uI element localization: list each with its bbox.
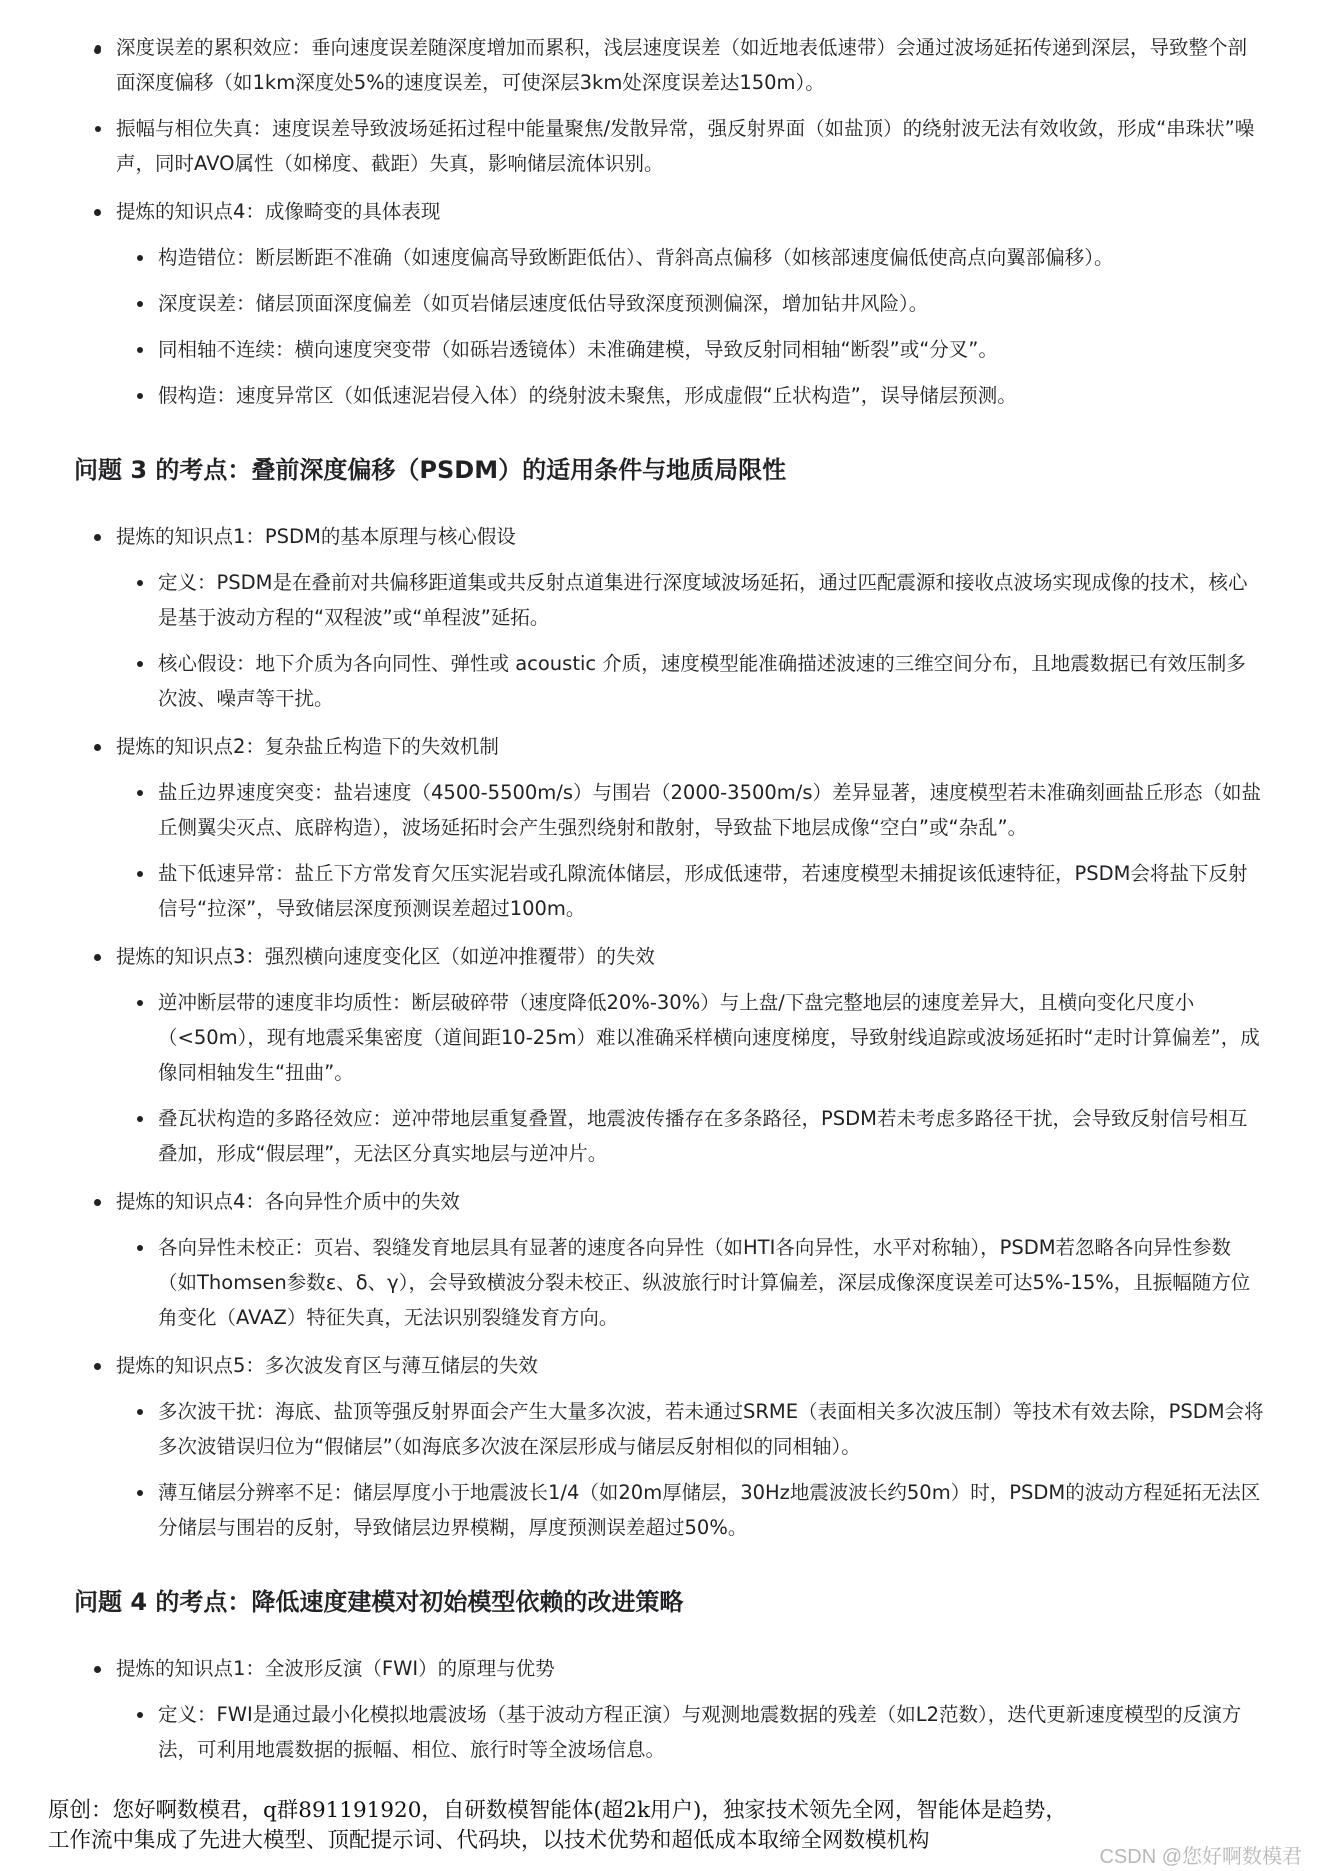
list-item (116, 565, 1264, 635)
section4-list (74, 1649, 1264, 1767)
point-text: 定义：FWI是通过最小化模拟地震波场（基于波动方程正演）与观测地震数据的残差（如L2范数），迭代更新速度模型的反演方法，可利用地震数据的振幅、相位、旅行时等全波场信息。 (158, 1703, 1242, 1761)
list-item (74, 1182, 1264, 1335)
topic-text: 提炼的知识点3：强烈横向速度变化区（如逆冲推覆带）的失效 (116, 945, 655, 968)
sub-list (116, 565, 1264, 716)
list-item (74, 937, 1264, 1171)
point-text: 多次波干扰：海底、盐顶等强反射界面会产生大量多次波，若未通过SRME（表面相关多次波压制）等技术有效去除，PSDM会将多次波错误归位为“假储层”（如海底多次波在深层形成与储层反射相似的同相轴）。 (158, 1400, 1264, 1458)
list-item (116, 856, 1264, 926)
list-item (116, 332, 1264, 367)
list-item (74, 111, 1264, 181)
list-item (74, 517, 1264, 716)
list-item (74, 30, 1264, 100)
list-item (116, 646, 1264, 716)
section-heading: 问题 3 的考点：叠前深度偏移（PSDM）的适用条件与地质局限性 (74, 456, 787, 484)
sub-list (116, 985, 1264, 1171)
point-text: 各向异性未校正：页岩、裂缝发育地层具有显著的速度各向异性（如HTI各向异性，水平对称轴），PSDM若忽略各向异性参数（如Thomsen参数ε、δ、γ），会导致横波分裂未校正、纵波旅行时计算偏差，深层成像深度误差可达5%-15%，且振幅随方位角变化（AVAZ）特征失真，无法识别裂缝发育方向。 (158, 1236, 1251, 1329)
list-item (116, 985, 1264, 1090)
point-text: 叠瓦状构造的多路径效应：逆冲带地层重复叠置，地震波传播存在多条路径，PSDM若未考虑多路径干扰，会导致反射信号相互叠加，形成“假层理”，无法区分真实地层与逆冲片。 (158, 1107, 1248, 1165)
point-text: 假构造：速度异常区（如低速泥岩侵入体）的绕射波未聚焦，形成虚假“丘状构造”，误导储层预测。 (158, 384, 1017, 407)
list-item (116, 240, 1264, 275)
topic-text: 提炼的知识点5：多次波发育区与薄互储层的失效 (116, 1354, 538, 1377)
topic-text: 提炼的知识点4：成像畸变的具体表现 (116, 200, 441, 223)
topic-text: 提炼的知识点1：PSDM的基本原理与核心假设 (116, 525, 516, 548)
list-item (74, 1346, 1264, 1545)
point-text: 深度误差的累积效应：垂向速度误差随深度增加而累积，浅层速度误差（如近地表低速带）会通过波场延拓传递到深层，导致整个剖面深度偏移（如1km深度处5%的速度误差，可使深层3km处深度误差达150m）。 (116, 36, 1248, 94)
list-item (116, 775, 1264, 845)
list-item (74, 192, 1264, 413)
list-item (116, 1394, 1264, 1464)
point-text: 逆冲断层带的速度非均质性：断层破碎带（速度降低20%-30%）与上盘/下盘完整地层的速度差异大，且横向变化尺度小（<50m），现有地震采集密度（道间距10-25m）难以准确采样横向速度梯度，导致射线追踪或波场延拓时“走时计算偏差”，成像同相轴发生“扭曲”。 (158, 991, 1260, 1084)
list-item (116, 1697, 1264, 1767)
list-item (116, 1101, 1264, 1171)
watermark: CSDN @您好啊数模君 (1099, 1846, 1302, 1868)
point-text: 构造错位：断层断距不准确（如速度偏高导致断距低估）、背斜高点偏移（如核部速度偏低使高点向翼部偏移）。 (158, 246, 1114, 269)
section-heading: 问题 4 的考点：降低速度建模对初始模型依赖的改进策略 (74, 1588, 684, 1616)
list-item (116, 1475, 1264, 1545)
topic-text: 提炼的知识点4：各向异性介质中的失效 (116, 1190, 460, 1213)
point-text: 核心假设：地下介质为各向同性、弹性或 acoustic 介质，速度模型能准确描述波速的三维空间分布，且地震数据已有效压制多次波、噪声等干扰。 (158, 652, 1246, 710)
intro-list (74, 30, 1264, 413)
sub-list (74, 30, 1264, 181)
list-item (74, 30, 1264, 181)
list-item (116, 1230, 1264, 1335)
footer-line: 工作流中集成了先进大模型、顶配提示词、代码块，以技术优势和超低成本取缔全网数模机构 (48, 1828, 930, 1853)
sub-list (116, 1230, 1264, 1335)
point-text: 同相轴不连续：横向速度突变带（如砾岩透镜体）未准确建模，导致反射同相轴“断裂”或“分叉”。 (158, 338, 998, 361)
list-item (74, 1649, 1264, 1767)
point-text: 薄互储层分辨率不足：储层厚度小于地震波长1/4（如20m厚储层，30Hz地震波波长约50m）时，PSDM的波动方程延拓无法区分储层与围岩的反射，导致储层边界模糊，厚度预测误差超过50%。 (158, 1481, 1261, 1539)
sub-list (116, 1394, 1264, 1545)
point-text: 振幅与相位失真：速度误差导致波场延拓过程中能量聚焦/发散异常，强反射界面（如盐顶）的绕射波无法有效收敛，形成“串珠状”噪声，同时AVO属性（如梯度、截距）失真，影响储层流体识别。 (116, 117, 1255, 175)
list-item (74, 727, 1264, 926)
point-text: 盐下低速异常：盐丘下方常发育欠压实泥岩或孔隙流体储层，形成低速带，若速度模型未捕捉该低速特征，PSDM会将盐下反射信号“拉深”，导致储层深度预测误差超过100m。 (158, 862, 1248, 920)
footer-line: 原创：您好啊数模君，q群891191920，自研数模智能体(超2k用户)，独家技术领先全网，智能体是趋势， (48, 1798, 1067, 1823)
sub-list (116, 1697, 1264, 1767)
article-body (74, 30, 1264, 1778)
list-item (116, 286, 1264, 321)
sub-list (116, 240, 1264, 413)
topic-text: 提炼的知识点2：复杂盐丘构造下的失效机制 (116, 735, 499, 758)
topic-text: 提炼的知识点1：全波形反演（FWI）的原理与优势 (116, 1657, 555, 1680)
point-text: 盐丘边界速度突变：盐岩速度（4500-5500m/s）与围岩（2000-3500m/s）差异显著，速度模型若未准确刻画盐丘形态（如盐丘侧翼尖灭点、底辟构造），波场延拓时会产生强烈绕射和散射，导致盐下地层成像“空白”或“杂乱”。 (158, 781, 1262, 839)
list-item (116, 378, 1264, 413)
section3-list (74, 517, 1264, 1545)
sub-list (116, 775, 1264, 926)
point-text: 深度误差：储层顶面深度偏差（如页岩储层速度低估导致深度预测偏深，增加钻井风险）。 (158, 292, 929, 315)
point-text: 定义：PSDM是在叠前对共偏移距道集或共反射点道集进行深度域波场延拓，通过匹配震源和接收点波场实现成像的技术，核心是基于波动方程的“双程波”或“单程波”延拓。 (158, 571, 1248, 629)
